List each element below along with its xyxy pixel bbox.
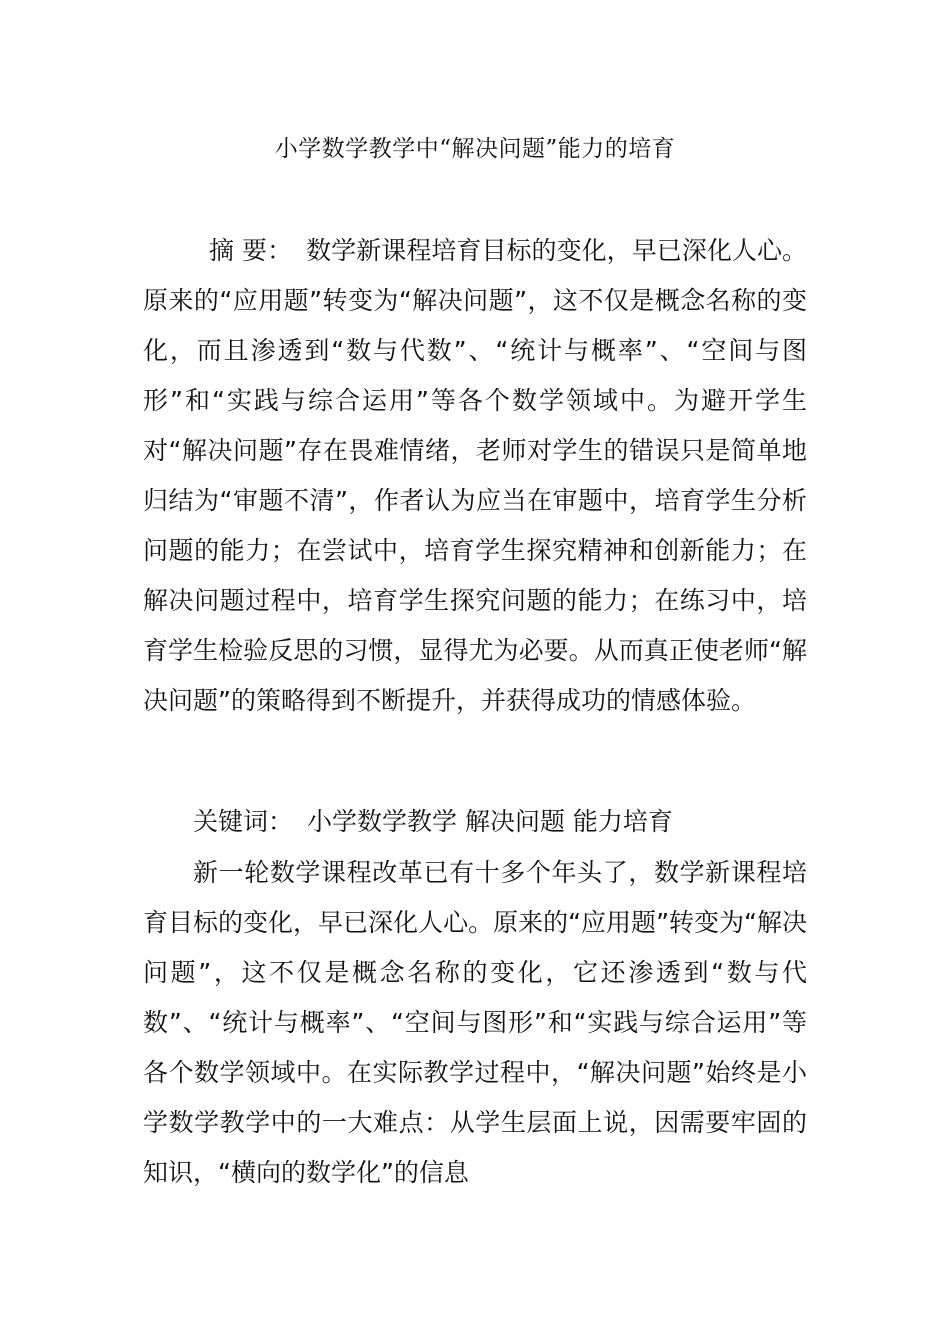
keywords-text: 小学数学教学 解决问题 能力培育 <box>307 807 673 836</box>
intro-paragraph: 新一轮数学课程改革已有十多个年头了，数学新课程培育目标的变化，早已深化人心。原来的“应用题”转变为“解决问题”，这不仅是概念名称的变化，它还渗透到“数与代数”、“统计与概率”、“空间与图形”和“实践与综合运用”等各个数学领域中。在实际教学过程中，“解决问题”始终是小学数学教学中的一大难点：从学生层面上说，因需要牢固的知识，“横向的数学化”的信息 <box>143 858 807 1187</box>
keywords-label: 关键词： <box>193 807 294 836</box>
abstract-label: 摘 要： <box>209 236 293 265</box>
abstract-text: 数学新课程培育目标的变化，早已深化人心。原来的“应用题”转变为“解决问题”，这不仅是概念名称的变化，而且渗透到“数与代数”、“统计与概率”、“空间与图形”和“实践与综合运用”等各个数学领域中。为避开学生对“解决问题”存在畏难情绪，老师对学生的错误只是简单地归结为“审题不清”，作者认为应当在审题中，培育学生分析问题的能力；在尝试中，培育学生探究精神和创新能力；在解决问题过程中，培育学生探究问题的能力；在练习中，培育学生检验反思的习惯，显得尤为必要。从而真正使老师“解决问题”的策略得到不断提升，并获得成功的情感体验。 <box>143 236 807 715</box>
keywords-paragraph <box>143 797 807 847</box>
document-title: 小学数学教学中“解决问题”能力的培育 <box>274 136 676 162</box>
abstract-paragraph <box>143 226 807 726</box>
